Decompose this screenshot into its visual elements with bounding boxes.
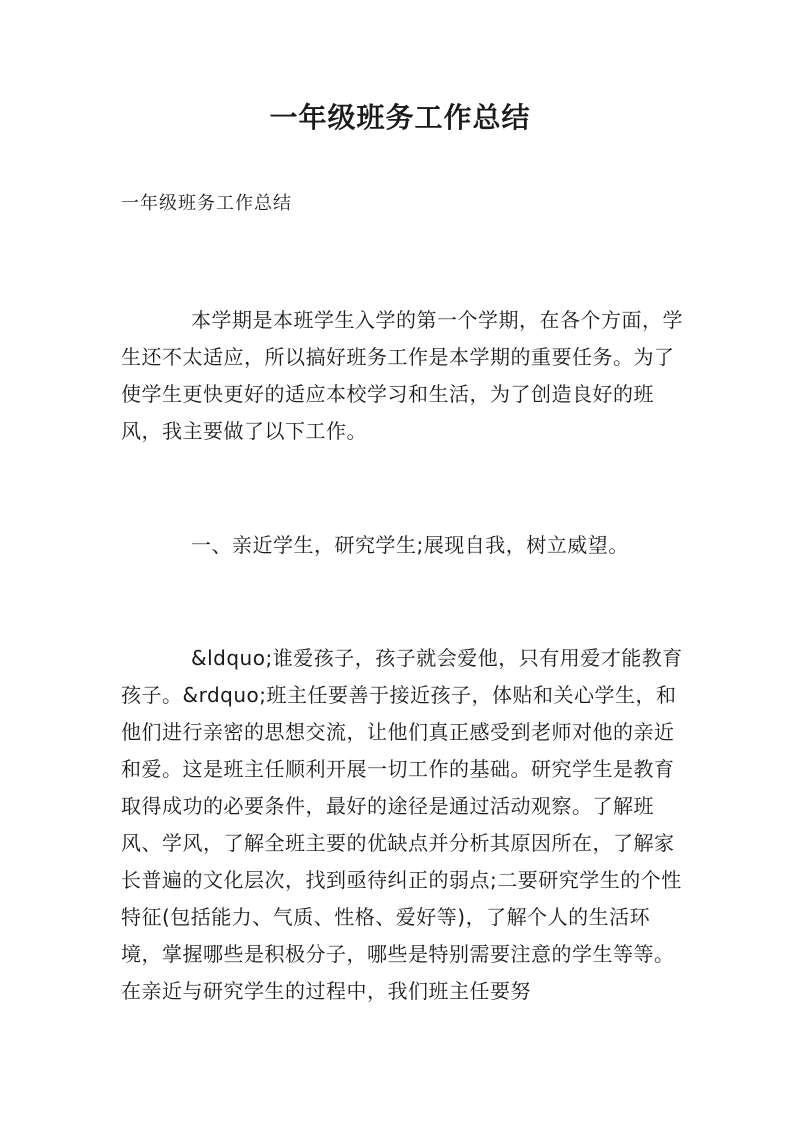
paragraph-section-1: &ldquo;谁爱孩子，孩子就会爱他，只有用爱才能教育孩子。&rdquo;班主任要善于接近孩子，体贴和关心学生，和他们进行亲密的思想交流，让他们真正感受到老师对他的亲近和爱。这是班主任顺利开展一切工作的基础。研究学生是教育取得成功的必要条件，最好的途径是通过活动观察。了解班风、学风，了解全班主要的优缺点并分析其原因所在，了解家长普遍的文化层次，找到亟待纠正的弱点;二要研究学生的个性特征(包括能力、气质、性格、爱好等)，了解个人的生活环境，掌握哪些是积极分子，哪些是特别需要注意的学生等等。在亲近与研究学生的过程中，我们班主任要努 <box>121 646 683 1003</box>
section-heading-1: 一、亲近学生，研究学生;展现自我，树立威望。 <box>191 533 629 557</box>
document-title: 一年级班务工作总结 <box>269 101 531 134</box>
document-subtitle: 一年级班务工作总结 <box>121 193 292 214</box>
paragraph-intro: 本学期是本班学生入学的第一个学期，在各个方面，学生还不太适应，所以搞好班务工作是本学期的重要任务。为了使学生更快更好的适应本校学习和生活，为了创造良好的班风，我主要做了以下工作。 <box>121 308 683 443</box>
